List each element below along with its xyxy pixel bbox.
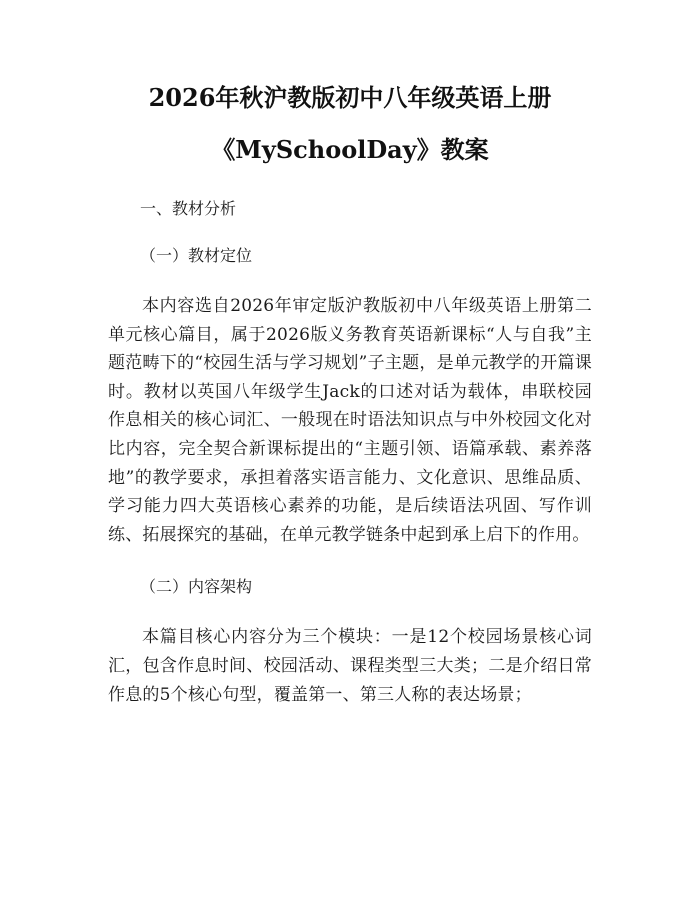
paragraph-structure: 本篇目核心内容分为三个模块：一是12个校园场景核心词汇，包含作息时间、校园活动、课程类型三大类；二是介绍日常作息的5个核心句型，覆盖第一、第三人称的表达场景；	[108, 627, 592, 705]
paragraph-positioning: 本内容选自2026年审定版沪教版初中八年级英语上册第二单元核心篇目，属于2026版义务教育英语新课标“人与自我”主题范畴下的“校园生活与学习规划”子主题，是单元教学的开篇课时。教材以英国八年级学生Jack的口述对话为载体，串联校园作息相关的核心词汇、一般现在时语法知识点与中外校园文化对比内容，完全契合新课标提出的“主题引领、语篇承载、素养落地”的教学要求，承担着落实语言能力、文化意识、思维品质、学习能力四大英语核心素养的功能，是后续语法巩固、写作训练、拓展探究的基础，在单元教学链条中起到承上启下的作用。	[108, 296, 592, 545]
subsection-heading-positioning: （一）教材定位	[140, 246, 253, 265]
section-heading-materials-analysis: 一、教材分析	[140, 199, 237, 218]
subsection-heading-structure: （二）内容架构	[140, 577, 253, 597]
document-title-line1: 2026年秋沪教版初中八年级英语上册	[148, 83, 552, 112]
document-title-line2: 《MySchoolDay》教案	[211, 135, 489, 164]
